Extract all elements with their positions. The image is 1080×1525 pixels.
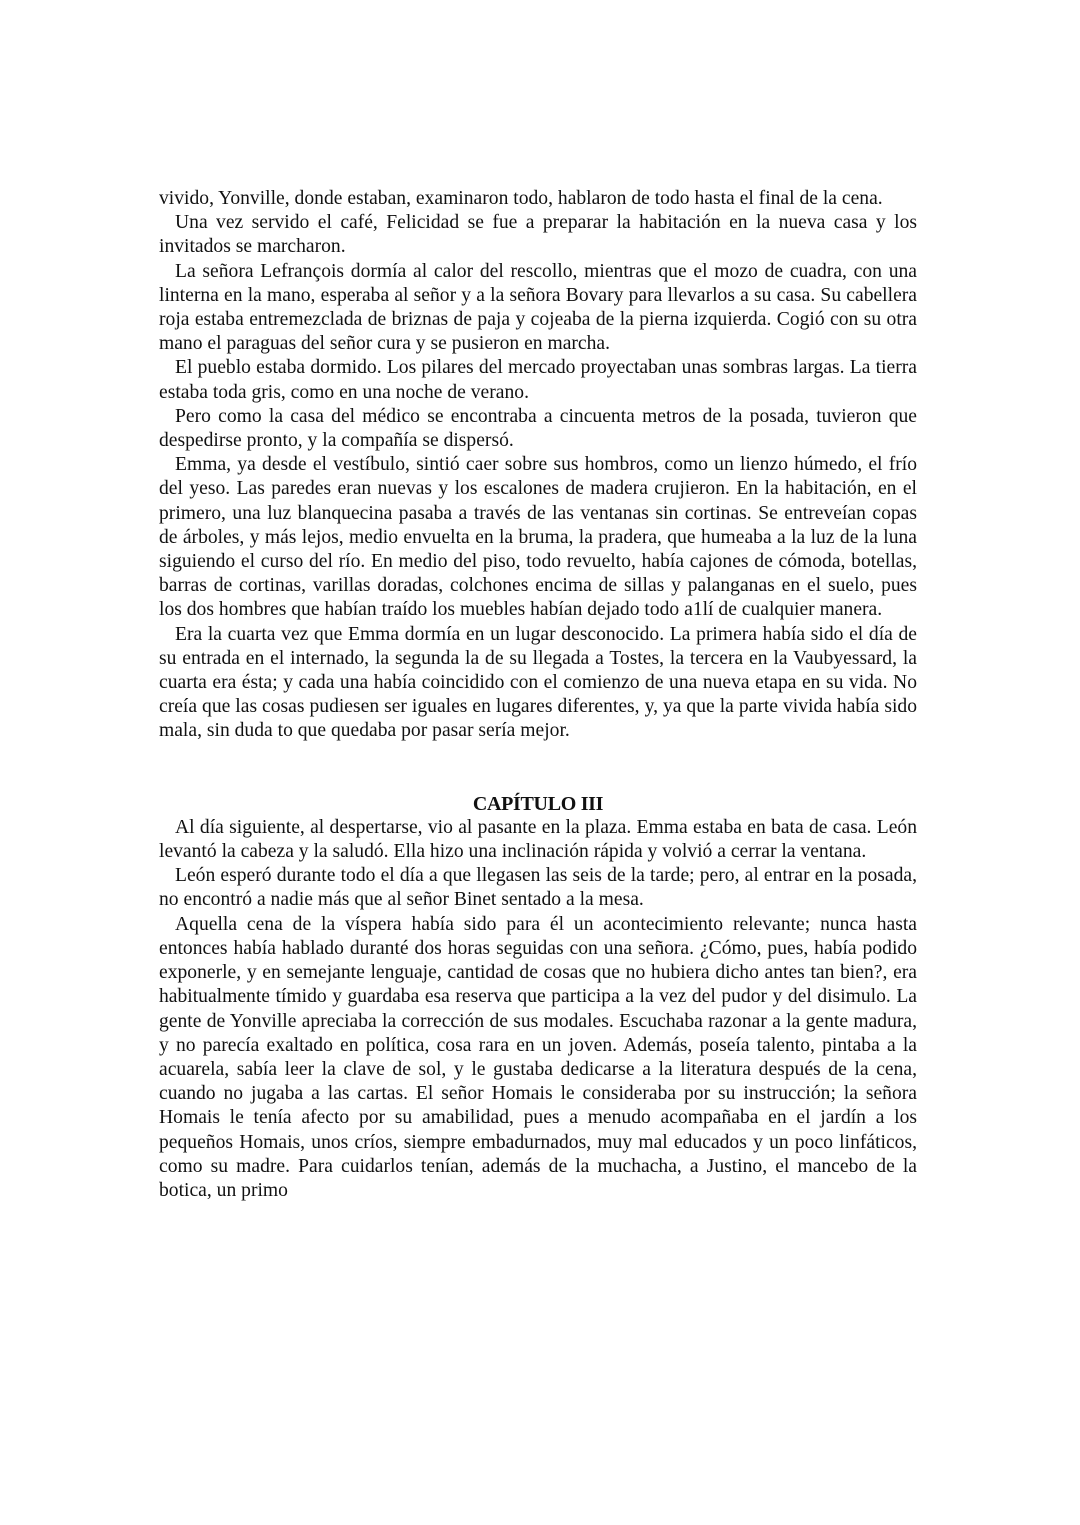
paragraph: Pero como la casa del médico se encontraba a cincuenta metros de la posada, tuvieron que despedirse pronto, y la compañía se dispersó.: [159, 405, 917, 452]
chapter-body: [159, 816, 917, 1203]
paragraph: vivido, Yonville, donde estaban, examinaron todo, hablaron de todo hasta el final de la cena.: [159, 188, 883, 209]
chapter-title: CAPÍTULO III: [472, 792, 604, 815]
paragraph: La señora Lefrançois dormía al calor del rescollo, mientras que el mozo de cuadra, con una linterna en la mano, esperaba al señor y a la señora Bovary para llevarlos a su casa. Su cabellera roja estaba entremezclada de briznas de paja y cojeaba de la pierna izquierda. Cogió con su otra mano el paraguas del señor cura y se pusieron en marcha.: [159, 260, 917, 355]
paragraph: El pueblo estaba dormido. Los pilares del mercado proyectaban unas sombras largas. La tierra estaba toda gris, como en una noche de verano.: [159, 357, 917, 403]
paragraph: Aquella cena de la víspera había sido para él un acontecimiento relevante; nunca hasta entonces había hablado duranté dos horas seguidas con una señora. ¿Cómo, pues, había podido exponerle, y en semejante lenguaje, cantidad de cosas que no hubiera dicho antes tan bien?, era habitualmente tímido y guardaba esa reserva que participa a la vez del pudor y del disimulo. La gente de Yonville apreciaba la corrección de sus modales. Escuchaba razonar a la gente madura, y no parecía exaltado en política, cosa rara en un joven. Además, poseía talento, pintaba a la acuarela, sabía leer la clave de sol, y le gustaba dedicarse a la literatura después de la cena, cuando no jugaba a las cartas. El señor Homais le consideraba por su instrucción; la señora Homais le tenía afecto por su amabilidad, pues a menudo acompañaba en el jardín a los pequeños Homais, unos críos, siempre embadurnados, muy mal educados y un poco linfáticos, como su madre. Para cuidarlos tenían, además de la muchacha, a Justino, el mancebo de la botica, un primo: [159, 913, 917, 1201]
paragraph: Al día siguiente, al despertarse, vio al pasante en la plaza. Emma estaba en bata de casa. León levantó la cabeza y la saludó. Ella hizo una inclinación rápida y volvió a cerrar la ventana.: [159, 816, 917, 863]
paragraph: Una vez servido el café, Felicidad se fue a preparar la habitación en la nueva casa y los invitados se marcharon.: [159, 212, 917, 258]
previous-chapter-continuation: [159, 187, 917, 744]
paragraph: Era la cuarta vez que Emma dormía en un lugar desconocido. La primera había sido el día de su entrada en el internado, la segunda la de su llegada a Tostes, la tercera en la Vaubyessard, la cuarta era ésta; y cada una había coincidido con el comienzo de una nueva etapa en su vida. No creía que las cosas pudiesen ser iguales en lugares diferentes, y, ya que la parte vivida había sido mala, sin duda to que quedaba por pasar sería mejor.: [159, 623, 917, 742]
paragraph: León esperó durante todo el día a que llegasen las seis de la tarde; pero, al entrar en la posada, no encontró a nadie más que al señor Binet sentado a la mesa.: [159, 865, 917, 911]
paragraph: Emma, ya desde el vestíbulo, sintió caer sobre sus hombros, como un lienzo húmedo, el frío del yeso. Las paredes eran nuevas y los escalones de madera crujieron. En la habitación, en el primero, una luz blanquecina pasaba a través de las ventanas sin cortinas. Se entreveían copas de árboles, y más lejos, medio envuelta en la bruma, la pradera, que humeaba a la luz de la luna siguiendo el curso del río. En medio del piso, todo revuelto, había cajones de cómoda, botellas, barras de cortinas, varillas doradas, colchones encima de sillas y palanganas en el suelo, pues los dos hombres que habían traído los muebles habían dejado todo a1lí de cualquier manera.: [159, 454, 917, 621]
document-page: [159, 187, 917, 1203]
